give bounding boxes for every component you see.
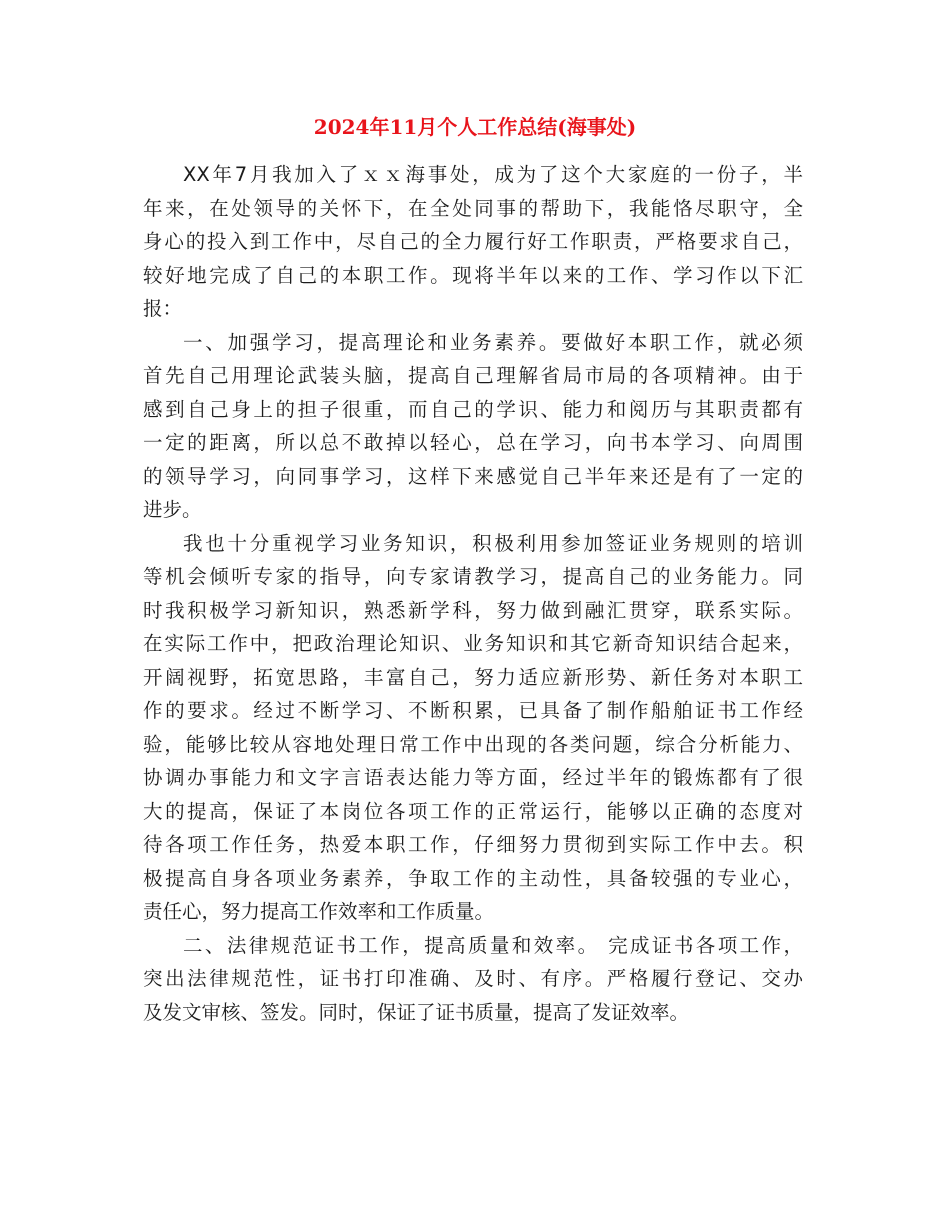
paragraph-line: 责任心，努力提高工作效率和工作质量。 bbox=[143, 900, 495, 923]
paragraph-line: 较好地完成了自己的本职工作。现将半年以来的工作、学习作以下汇 bbox=[143, 263, 803, 287]
paragraph-line: 身心的投入到工作中，尽自己的全力履行好工作职责，严格要求自己， bbox=[143, 230, 803, 253]
paragraph-line: 突出法律规范性，证书打印准确、及时、有序。严格履行登记、交办 bbox=[143, 967, 803, 990]
paragraph-line: 等机会倾听专家的指导，向专家请教学习，提高自己的业务能力。同 bbox=[143, 565, 803, 588]
paragraph-line: XX年7月我加入了ｘｘ海事处，成为了这个大家庭的一份子，半 bbox=[183, 163, 803, 186]
paragraph-line: 时我积极学习新知识，熟悉新学科，努力做到融汇贯穿，联系实际。 bbox=[143, 598, 803, 622]
paragraph-line: 待各项工作任务，热爱本职工作，仔细努力贯彻到实际工作中去。积 bbox=[143, 833, 803, 856]
paragraph-line: 一、加强学习，提高理论和业务素养。要做好本职工作，就必须 bbox=[183, 330, 803, 354]
paragraph-line: 极提高自身各项业务素养，争取工作的主动性，具备较强的专业心， bbox=[143, 866, 803, 890]
paragraph-line: 及发文审核、签发。同时，保证了证书质量，提高了发证效率。 bbox=[143, 1000, 690, 1024]
document-title: 2024年11月个人工作总结(海事处) bbox=[313, 115, 637, 139]
paragraph-line: 二、法律规范证书工作，提高质量和效率。 完成证书各项工作， bbox=[183, 933, 803, 957]
paragraph-line: 验，能够比较从容地处理日常工作中出现的各类问题，综合分析能力、 bbox=[143, 732, 803, 756]
paragraph-line: 感到自己身上的担子很重，而自己的学识、能力和阅历与其职责都有 bbox=[143, 397, 803, 421]
paragraph-line: 的领导学习，向同事学习，这样下来感觉自己半年来还是有了一定的 bbox=[143, 464, 803, 488]
paragraph-line: 我也十分重视学习业务知识，积极利用参加签证业务规则的培训 bbox=[183, 531, 803, 555]
paragraph-line: 大的提高，保证了本岗位各项工作的正常运行，能够以正确的态度对 bbox=[143, 799, 803, 823]
document-body bbox=[143, 158, 803, 1029]
paragraph-line: 进步。 bbox=[143, 498, 202, 521]
paragraph-line: 首先自己用理论武装头脑，提高自己理解省局市局的各项精神。由于 bbox=[143, 364, 803, 387]
paragraph-line: 协调办事能力和文字言语表达能力等方面，经过半年的锻炼都有了很 bbox=[143, 766, 803, 789]
paragraph-line: 作的要求。经过不断学习、不断积累，已具备了制作船舶证书工作经 bbox=[143, 699, 803, 722]
paragraph-line: 年来，在处领导的关怀下，在全处同事的帮助下，我能恪尽职守，全 bbox=[143, 196, 803, 220]
paragraph-line: 报： bbox=[143, 297, 183, 320]
paragraph-line: 开阔视野，拓宽思路，丰富自己，努力适应新形势、新任务对本职工 bbox=[143, 665, 803, 689]
paragraph-line: 在实际工作中，把政治理论知识、业务知识和其它新奇知识结合起来， bbox=[143, 632, 803, 655]
paragraph-line: 一定的距离，所以总不敢掉以轻心，总在学习，向书本学习、向周围 bbox=[143, 431, 803, 454]
